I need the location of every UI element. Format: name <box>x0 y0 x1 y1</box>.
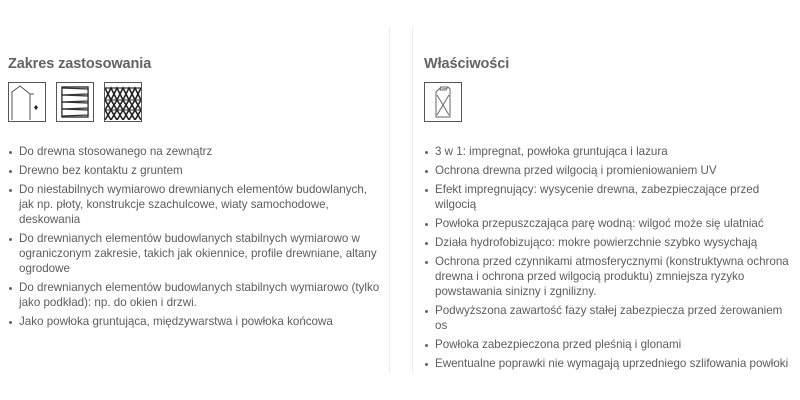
icon-row <box>8 82 142 122</box>
application-scope-list <box>8 144 380 333</box>
house-exterior-icon <box>8 82 46 122</box>
section-title: Właściwości <box>424 56 510 73</box>
water-based-canister-icon <box>424 82 462 122</box>
list-item: Ochrona drewna przed wilgocią i promieniowaniem UV <box>424 163 794 178</box>
list-item: Działa hydrofobizująco: mokre powierzchnie szybko wysychają <box>424 235 794 250</box>
list-item: Powłoka zabezpieczona przed pleśnią i glonami <box>424 337 794 352</box>
list-item: Ewentualne poprawki nie wymagają uprzedniego szlifowania powłoki <box>424 356 794 371</box>
column-divider-right <box>412 27 413 373</box>
list-item: Do drewna stosowanego na zewnątrz <box>8 144 380 159</box>
properties-list <box>424 144 794 375</box>
column-divider-left <box>389 27 390 373</box>
icon-row <box>424 82 462 122</box>
list-item: 3 w 1: impregnat, powłoka gruntująca i lazura <box>424 144 794 159</box>
list-item: Jako powłoka gruntująca, międzywarstwa i powłoka końcowa <box>8 314 380 329</box>
shutter-louver-icon <box>56 82 94 122</box>
list-item: Do drewnianych elementów budowlanych stabilnych wymiarowo w ograniczonym zakresie, takich jak okiennice, profile drewniane, altany ogrodowe <box>8 231 380 276</box>
list-item: Do niestabilnych wymiarowo drewnianych elementów budowlanych, jak np. płoty, konstrukcje szachulcowe, wiaty samochodowe, deskowania <box>8 182 380 227</box>
list-item: Efekt impregnujący: wysycenie drewna, zabezpieczające przed wilgocią <box>424 182 794 212</box>
list-item: Do drewnianych elementów budowlanych stabilnych wymiarowo (tylko jako podkład): np. do okien i drzwi. <box>8 280 380 310</box>
section-title: Zakres zastosowania <box>8 56 152 73</box>
list-item: Podwyższona zawartość fazy stałej zabezpiecza przed żerowaniem os <box>424 303 794 333</box>
lattice-fence-icon <box>104 82 142 122</box>
list-item: Powłoka przepuszczająca parę wodną: wilgoć może się ulatniać <box>424 216 794 231</box>
list-item: Ochrona przed czynnikami atmosferycznymi (konstruktywna ochrona drewna i ochrona przed wilgocią produktu) zmniejsza ryzyko powstawania sinizny i zgnilizny. <box>424 254 794 299</box>
list-item: Drewno bez kontaktu z gruntem <box>8 163 380 178</box>
